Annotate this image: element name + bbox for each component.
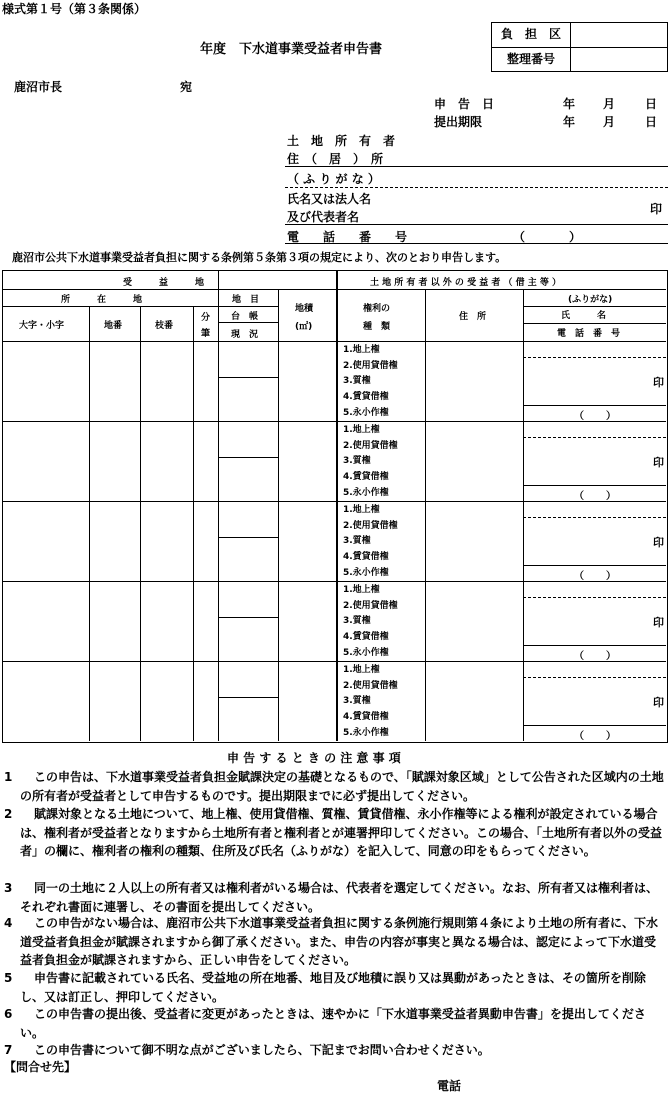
owner-phone-paren-open: （ — [513, 230, 526, 244]
location-header: 所 在 地 — [61, 295, 143, 305]
rights-list-row-2: 1.地上権 2.使用貸借権 3.質権 4.賃貸借権 5.永小作権 — [343, 425, 398, 498]
contact-phone-label: 電話 — [437, 1079, 462, 1093]
note-1 — [4, 768, 666, 805]
right-type-header-1: 権利の — [363, 304, 391, 314]
declaration-text: 鹿沼市公共下水道事業受益者負担に関する条例第５条第３項の規定により、次のとおり申告します。 — [12, 251, 507, 264]
seal-mark-row-1: 印 — [653, 376, 664, 389]
subdivision-header-2: 筆 — [201, 329, 211, 339]
note-7 — [4, 1041, 666, 1060]
filing-date-day: 日 — [645, 97, 658, 111]
beneficiary-table — [2, 270, 668, 743]
note-7-number: 7 — [4, 1043, 13, 1057]
note-5-number: 5 — [4, 971, 13, 985]
subdivision-header-1: 分 — [201, 313, 211, 323]
burden-area-row — [492, 23, 667, 47]
phone-paren-close-row-2: ） — [606, 491, 616, 502]
deadline-day: 日 — [645, 115, 658, 129]
land-category-header: 地 目 — [232, 295, 260, 305]
note-6-number: 6 — [4, 1007, 13, 1021]
residence-label: 住 （ 居 ） 所 — [287, 152, 384, 166]
note-3-text: 同一の土地に２人以上の所有者又は権利者がいる場合は、代表者を選定してください。なお、所有者又は権利者は、それぞれ書面に連署し、その書面を提出してください。 — [20, 881, 659, 914]
note-4 — [4, 914, 666, 970]
reference-number-label: 整理番号 — [492, 48, 571, 72]
filing-date-month: 月 — [603, 97, 616, 111]
phone-paren-open-row-2: （ — [574, 491, 584, 502]
reference-number-row — [492, 47, 667, 72]
furigana-header: (ふりがな) — [568, 295, 613, 305]
deadline-month: 月 — [603, 115, 616, 129]
actual-header: 現 況 — [231, 330, 259, 340]
note-1-number: 1 — [4, 770, 13, 784]
rights-list-row-1: 1.地上権 2.使用貸借権 3.質権 4.賃貸借権 5.永小作権 — [343, 345, 398, 418]
rights-list-row-3: 1.地上権 2.使用貸借権 3.質権 4.賃貸借権 5.永小作権 — [343, 505, 398, 578]
notes-title: 申 告 す る と き の 注 意 事 項 — [227, 751, 401, 765]
area-unit: (㎡) — [295, 322, 313, 332]
right-type-header-2: 種 類 — [363, 322, 391, 332]
phone-paren-open-row-4: （ — [574, 651, 584, 662]
burden-box — [491, 22, 668, 72]
owner-seal-mark: 印 — [650, 202, 663, 216]
phone-paren-close-row-3: ） — [606, 571, 616, 582]
filing-date-year: 年 — [563, 97, 576, 111]
lot-number-header: 地番 — [104, 321, 123, 331]
owner-furigana-label: （ ふ り が な ） — [287, 172, 380, 186]
note-7-text: この申告書について御不明な点がございましたら、下記までお問い合わせください。 — [34, 1043, 490, 1057]
note-6-text: この申告書の提出後、受益者に変更があったときは、速やかに「下水道事業受益者異動申告書」を提出してください。 — [20, 1007, 646, 1040]
address-header: 住 所 — [459, 312, 487, 322]
deadline-year: 年 — [563, 115, 576, 129]
form-number: 様式第１号（第３条関係） — [2, 2, 147, 16]
seal-mark-row-3: 印 — [653, 536, 664, 549]
addressee-honorific: 宛 — [180, 80, 193, 94]
seal-mark-row-2: 印 — [653, 456, 664, 469]
phone-paren-open-row-5: （ — [574, 731, 584, 742]
phone-header: 電 話 番 号 — [557, 329, 621, 339]
other-beneficiary-header: 土 地 所 有 者 以 外 の 受 益 者 （ 借 主 等 ） — [370, 278, 562, 288]
sub-number-header: 枝番 — [155, 321, 174, 331]
aza-header: 大字・小字 — [19, 321, 65, 331]
owner-label: 土 地 所 有 者 — [287, 134, 396, 148]
register-header: 台 帳 — [231, 312, 259, 322]
note-3-number: 3 — [4, 881, 13, 895]
phone-paren-close-row-4: ） — [606, 651, 616, 662]
note-5-text: 申告書に記載されている氏名、受益地の所在地番、地目及び地積に誤り又は異動があったときは、その箇所を削除し、又は訂正し、押印してください。 — [20, 971, 646, 1004]
phone-paren-close-row-5: ） — [606, 731, 616, 742]
seal-mark-row-5: 印 — [653, 696, 664, 709]
rights-list-row-4: 1.地上権 2.使用貸借権 3.質権 4.賃貸借権 5.永小作権 — [343, 585, 398, 658]
note-2-number: 2 — [4, 807, 13, 821]
rights-list-row-5: 1.地上権 2.使用貸借権 3.質権 4.賃貸借権 5.永小作権 — [343, 665, 398, 738]
note-2-text: 賦課対象となる土地について、地上権、使用貸借権、質権、賃貸借権、永小作権等による権利が設定されている場合は、権利者が受益者となりますから土地所有者と権利者とが連署押印してください。この場合、「土地所有者以外の受益者」の欄に、権利者の権利の種類、住所及び氏名（ふりがな）を記入して、同意の印をもらってください。 — [20, 807, 663, 858]
phone-paren-open-row-1: （ — [574, 411, 584, 422]
representative-label: 及び代表者名 — [287, 210, 360, 224]
addressee-mayor: 鹿沼市長 — [14, 80, 63, 94]
owner-phone-paren-close: ） — [569, 230, 582, 244]
note-2 — [4, 805, 666, 861]
burden-area-label: 負 担 区 — [492, 23, 571, 47]
filing-date-label: 申 告 日 — [434, 97, 495, 111]
note-4-text: この申告がない場合は、鹿沼市公共下水道事業受益者負担に関する条例施行規則第４条により土地の所有者に、下水道受益者負担金が賦課されますから御了承ください。また、申告の内容が事実と異なる場合は、認定によって下水道受益者負担金が賦課されますから、正しい申告をしてください。 — [20, 916, 659, 967]
note-6 — [4, 1005, 666, 1042]
owner-phone-label: 電 話 番 号 — [287, 230, 408, 244]
benefit-land-header: 受 益 地 — [123, 278, 205, 288]
contact-label: 【問合せ先】 — [4, 1060, 77, 1074]
note-4-number: 4 — [4, 916, 13, 930]
deadline-label: 提出期限 — [434, 115, 483, 129]
phone-paren-close-row-1: ） — [606, 411, 616, 422]
seal-mark-row-4: 印 — [653, 616, 664, 629]
note-1-text: この申告は、下水道事業受益者負担金賦課決定の基礎となるもので、「賦課対象区域」として公告された区域内の土地の所有者が受益者として申告するものです。提出期限までに必ず提出してください。 — [20, 770, 664, 803]
note-5 — [4, 969, 666, 1006]
owner-name-label: 氏名又は法人名 — [287, 192, 372, 206]
form-title: 年度 下水道事業受益者申告書 — [200, 42, 383, 57]
phone-paren-open-row-3: （ — [574, 571, 584, 582]
note-3 — [4, 879, 666, 916]
area-header: 地積 — [295, 304, 314, 314]
name-header: 氏 名 — [561, 311, 607, 321]
